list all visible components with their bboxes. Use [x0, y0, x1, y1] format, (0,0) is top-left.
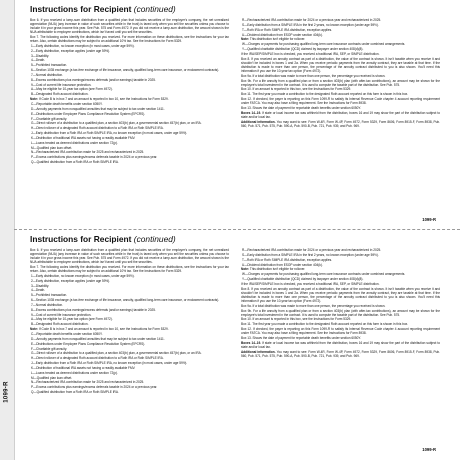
lead-in: Boxes 14–19.	[241, 340, 262, 345]
instruction-paragraph: R—Recharacterized IRA contribution made for 2024 or a previous year and recharacterized in 2025.	[242, 18, 382, 22]
instruction-columns	[30, 248, 440, 395]
instruction-paragraph: Note: If Code B is in box 7 and an amount is reported in box 10, see the Instructions for Form 5329.	[30, 97, 169, 102]
instruction-paragraph: U—Dividend distribution from ESOP under section 404(k).	[242, 262, 323, 267]
instruction-paragraph: Y—Qualified charitable distribution (QCD) claimed by taxpayer under section 408(d)(8).	[242, 47, 364, 52]
instructions-right-column	[241, 18, 440, 165]
instructions-right-column	[241, 248, 440, 395]
instruction-paragraph: 4—Death.	[31, 288, 46, 293]
instruction-paragraph: N—Recharacterized IRA contribution made for 2025 and recharacterized in 2025.	[31, 150, 145, 155]
perforation-line	[14, 229, 460, 230]
instructions-heading	[30, 234, 440, 245]
instruction-paragraph: K—Distribution of traditional IRA assets not having a readily available FMV.	[31, 135, 136, 140]
instruction-paragraph: 4—Death.	[31, 58, 46, 63]
heading-title: Instructions for Recipient	[30, 4, 132, 14]
instruction-paragraph: A—May be eligible for 10-year tax option (see Form 4972).	[31, 317, 113, 322]
instruction-paragraph: A—May be eligible for 10-year tax option (see Form 4972).	[31, 87, 113, 92]
instructions-left-column	[30, 248, 229, 395]
instruction-paragraph: 6—Section 1035 exchange (a tax-free exchange of life insurance, annuity, qualified long-term care insurance, or endowment contracts).	[31, 68, 220, 73]
instruction-paragraph: 1—Early distribution, no known exception (in most cases, under age 59½).	[31, 43, 135, 48]
instruction-paragraph: Box 11. The first year you made a contribution to the designated Roth account reported on this form is shown in this box.	[241, 322, 409, 327]
instruction-paragraph: Note: This distribution isn't eligible for rollover.	[241, 267, 306, 272]
instruction-paragraph: Box 12. If checked, the payer is reporting on this Form 1099-R to satisfy its Internal Revenue Code chapter 4 account reporting requirement under FATCA. You may also have a filing requirement. See the Instructions for Form 8938.	[241, 327, 440, 336]
instruction-paragraph: 2—Early distribution, exception applies (under age 59½).	[31, 278, 111, 283]
instruction-paragraph: 1—Early distribution, no known exception (in most cases, under age 59½).	[31, 273, 135, 278]
instruction-paragraph: P—Excess contributions plus earnings/excess deferrals taxable in 2024 or a previous year.	[31, 155, 158, 160]
instruction-paragraph: Q—Qualified distribution from a Roth IRA or Roth SIMPLE IRA.	[31, 390, 119, 395]
instruction-paragraph: If the IRA/SEP/SIMPLE box is checked, you received a traditional IRA, SEP, or SIMPLE distribution.	[241, 51, 380, 56]
lead-in: Additional information.	[241, 349, 276, 354]
instruction-paragraph: J—Early distribution from a Roth IRA or Roth SIMPLE IRA, no known exception (in most cases, under age 59½).	[31, 131, 188, 136]
instruction-paragraph: Q—Qualified distribution from a Roth IRA or Roth SIMPLE IRA.	[31, 160, 119, 165]
instruction-paragraph: Box 8. If you received an annuity contract as part of a distribution, the value of the contract is shown. It isn't taxable when you receive it and shouldn't be included in boxes 1 and 2a. When you receive periodic payments from the annuity contract, they are taxable at that time. If the distribution is made to more than one person, the percentage of the annuity contract distributed to you is also shown. You'll need this information if you use the 10-year tax option (Form 4972).	[241, 286, 440, 303]
instruction-paragraph: S—Early distribution from a SIMPLE IRA in the first 2 years, no known exception (under age 59½).	[242, 252, 379, 257]
instruction-paragraph: Box 9a. If a total distribution was made to more than one person, the percentage you received is shown.	[241, 73, 386, 78]
lead-in: Note:	[30, 327, 39, 332]
instruction-paragraph: Box 8. If you received an annuity contract as part of a distribution, the value of the contract is shown. It isn't taxable when you receive it and shouldn't be included in boxes 1 and 2a. When you receive periodic payments from the annuity contract, they are taxable at that time. If the distribution is made to more than one person, the percentage of the annuity contract distributed to you is also shown. You'll need this information if you use the 10-year tax option (Form 4972).	[241, 56, 440, 73]
instruction-paragraph: H—Direct rollover of a designated Roth account distribution to a Roth IRA or Roth SIMPLE IRA.	[31, 356, 164, 361]
side-form-code-text: 1099-R	[4, 381, 11, 403]
instruction-paragraph: 8—Excess contributions plus earnings/excess deferrals (and/or earnings) taxable in 2025.	[31, 77, 156, 82]
instruction-paragraph: 3—Disability.	[31, 53, 50, 58]
instruction-paragraph: 7—Normal distribution.	[31, 72, 63, 77]
instruction-paragraph: B—Designated Roth account distribution.	[31, 322, 89, 327]
instruction-paragraph: Boxes 14–19. If state or local income tax was withheld from the distribution, boxes 16 and 19 may show the part of the distribution subject to state and/or local tax.	[241, 110, 440, 119]
instruction-paragraph: M—Qualified plan loan offset.	[31, 375, 73, 380]
instruction-paragraph: K—Distribution of traditional IRA assets not having a readily available FMV.	[31, 365, 136, 370]
form-id-label: 1099-R	[422, 217, 436, 222]
instruction-paragraph: H—Direct rollover of a designated Roth account distribution to a Roth IRA or Roth SIMPLE IRA.	[31, 126, 164, 131]
instruction-paragraph: 3—Disability.	[31, 283, 50, 288]
lead-in: Additional information.	[241, 119, 276, 124]
instruction-columns	[30, 18, 440, 165]
instruction-paragraph: J—Early distribution from a Roth IRA or Roth SIMPLE IRA, no known exception (in most cases, under age 59½).	[31, 361, 188, 366]
side-form-code	[1, 372, 13, 412]
lead-in: Note:	[241, 37, 250, 42]
instruction-paragraph: T—Roth IRA or Roth SIMPLE IRA distribution, exception applies.	[242, 257, 333, 262]
lead-in: Note:	[30, 97, 39, 102]
instruction-paragraph: L—Loans treated as deemed distributions under section 72(p).	[31, 140, 118, 145]
instruction-paragraph: 2—Early distribution, exception applies (under age 59½).	[31, 48, 111, 53]
instruction-paragraph: W—Charges or payments for purchasing qualified long-term care insurance contracts under combined arrangements.	[242, 272, 406, 277]
instruction-paragraph: 9—Cost of current life insurance protection.	[31, 312, 92, 317]
instruction-paragraph: 9—Cost of current life insurance protection.	[31, 82, 92, 87]
instruction-paragraph: Y—Qualified charitable distribution (QCD) claimed by taxpayer under section 408(d)(8).	[242, 277, 364, 282]
instruction-paragraph: 8—Excess contributions plus earnings/excess deferrals (and/or earnings) taxable in 2025.	[31, 307, 156, 312]
instruction-paragraph: Additional information. You may want to see: Form W-4R, Form W-4P, Form 4972, Form 5329, Form 8606, Form 8915-F, Form 8938, Pub. 560, Pub. 571, Pub. 575, Pub. 590-A, Pub. 590-B, Pub. 721, Pub. 939, and Pub. 969.	[241, 119, 440, 128]
instruction-paragraph: W—Charges or payments for purchasing qualified long-term care insurance contracts under combined arrangements.	[242, 42, 406, 47]
instruction-paragraph: G—Direct rollover of a distribution to a qualified plan, a section 403(b) plan, a governmental section 457(b) plan, or an IRA.	[31, 351, 202, 356]
instruction-paragraph: Box 12. If checked, the payer is reporting on this Form 1099-R to satisfy its Internal Revenue Code chapter 4 account reporting requirement under FATCA. You may also have a filing requirement. See the Instructions for Form 8938.	[241, 97, 440, 106]
instruction-paragraph: Box 6. If you received a lump-sum distribution from a qualified plan that includes securities of the employer's company, the net unrealized appreciation (NUA) (any increase in value of such securities while in the trust) is taxed only when you sell the securities unless you choose to include it in your gross income this year. See Pub. 575 and Form 4972. If you did not receive a lump-sum distribution, the amount shown is the NUA attributable to employee contributions, which isn't taxed until you sell the securities.	[30, 18, 229, 35]
instruction-paragraph: L—Loans treated as deemed distributions under section 72(p).	[31, 370, 118, 375]
instruction-paragraph: If the IRA/SEP/SIMPLE box is checked, you received a traditional IRA, SEP, or SIMPLE distribution.	[241, 281, 380, 286]
lead-in: Note:	[241, 267, 250, 272]
instruction-paragraph: Box 11. The first year you made a contribution to the designated Roth account reported on this form is shown in this box.	[241, 92, 409, 97]
instruction-paragraph: 5—Prohibited transaction.	[31, 293, 68, 298]
instruction-paragraph: Note: This distribution isn't eligible for rollover.	[241, 37, 306, 42]
instruction-paragraph: F—Charitable gift annuity.	[31, 116, 68, 121]
instruction-paragraph: Box 13. Shows the date of payment for reportable death benefits under section 6050Y.	[241, 106, 361, 111]
instruction-paragraph: Box 6. If you received a lump-sum distribution from a qualified plan that includes securities of the employer's company, the net unrealized appreciation (NUA) (any increase in value of such securities while in the trust) is taxed only when you sell the securities unless you choose to include it in your gross income this year. See Pub. 575 and Form 4972. If you did not receive a lump-sum distribution, the amount shown is the NUA attributable to employee contributions, which isn't taxed until you sell the securities.	[30, 248, 229, 265]
instruction-paragraph: U—Dividend distribution from ESOP under section 404(k).	[242, 32, 323, 37]
instructions-left-column	[30, 18, 229, 165]
instruction-paragraph: D—Annuity payments from nonqualified annuities that may be subject to tax under section 1411.	[31, 336, 165, 341]
form-id-label: 1099-R	[422, 447, 436, 452]
instruction-paragraph: M—Qualified plan loan offset.	[31, 145, 73, 150]
instruction-paragraph: 7—Normal distribution.	[31, 302, 63, 307]
instruction-paragraph: G—Direct rollover of a distribution to a qualified plan, a section 403(b) plan, a governmental section 457(b) plan, or an IRA.	[31, 121, 202, 126]
instruction-paragraph: C—Reportable death benefits under section 6050Y.	[31, 102, 103, 106]
instruction-paragraph: Box 10. If an amount is reported in this box, see the Instructions for Form 5329.	[241, 317, 352, 322]
left-margin-strip	[0, 0, 15, 460]
heading-continued: (continued)	[133, 4, 176, 14]
heading-title: Instructions for Recipient	[30, 234, 132, 244]
instruction-paragraph: P—Excess contributions plus earnings/excess deferrals taxable in 2024 or a previous year.	[31, 385, 158, 390]
heading-continued: (continued)	[133, 234, 176, 244]
instruction-paragraph: 5—Prohibited transaction.	[31, 63, 68, 68]
instruction-paragraph: C—Reportable death benefits under section 6050Y.	[31, 332, 103, 336]
instruction-paragraph: Boxes 14–19. If state or local income tax was withheld from the distribution, boxes 16 and 19 may show the part of the distribution subject to state and/or local tax.	[241, 340, 440, 349]
instruction-paragraph: Box 9b. For a life annuity from a qualified plan or from a section 403(b) plan (with after-tax contributions), an amount may be shown for the employee's total investment in the contract. It is used to compute the taxable part of the distribution. See Pub. 575.	[241, 308, 440, 317]
instruction-paragraph: 6—Section 1035 exchange (a tax-free exchange of life insurance, annuity, qualified long-term care insurance, or endowment contracts).	[31, 298, 220, 303]
instruction-paragraph: B—Designated Roth account distribution.	[31, 92, 89, 97]
instruction-paragraph: N—Recharacterized IRA contribution made for 2025 and recharacterized in 2025.	[31, 380, 145, 385]
instruction-paragraph: S—Early distribution from a SIMPLE IRA in the first 2 years, no known exception (under age 59½).	[242, 22, 379, 27]
instructions-heading	[30, 4, 440, 15]
instruction-paragraph: T—Roth IRA or Roth SIMPLE IRA distribution, exception applies.	[242, 27, 333, 32]
instruction-paragraph: Box 7. The following codes identify the distribution you received. For more information on these distributions, see the instructions for your tax return. Also, certain distributions may be subject to an additional 10% tax. See the Instructions for Form 5329.	[30, 264, 229, 274]
instruction-paragraph: Box 13. Shows the date of payment for reportable death benefits under section 6050Y.	[241, 336, 361, 341]
instruction-paragraph: F—Charitable gift annuity.	[31, 346, 68, 351]
instruction-paragraph: R—Recharacterized IRA contribution made for 2024 or a previous year and recharacterized in 2025.	[242, 248, 382, 252]
instruction-paragraph: E—Distributions under Employee Plans Compliance Resolution System (EPCRS).	[31, 341, 146, 346]
instruction-paragraph: D—Annuity payments from nonqualified annuities that may be subject to tax under section 1411.	[31, 106, 165, 111]
instruction-paragraph: Additional information. You may want to see: Form W-4R, Form W-4P, Form 4972, Form 5329, Form 8606, Form 8915-F, Form 8938, Pub. 560, Pub. 571, Pub. 575, Pub. 590-A, Pub. 590-B, Pub. 721, Pub. 939, and Pub. 969.	[241, 349, 440, 358]
lead-in: Boxes 14–19.	[241, 110, 262, 115]
instructions-copy-bottom	[30, 234, 440, 454]
instruction-paragraph: Note: If Code B is in box 7 and an amount is reported in box 10, see the Instructions for Form 5329.	[30, 327, 169, 332]
instruction-paragraph: Box 9b. For a life annuity from a qualified plan or from a section 403(b) plan (with after-tax contributions), an amount may be shown for the employee's total investment in the contract. It is used to compute the taxable part of the distribution. See Pub. 575.	[241, 78, 440, 87]
instructions-copy-top	[30, 4, 440, 224]
instruction-paragraph: E—Distributions under Employee Plans Compliance Resolution System (EPCRS).	[31, 111, 146, 116]
instruction-paragraph: Box 9a. If a total distribution was made to more than one person, the percentage you received is shown.	[241, 303, 386, 308]
instruction-paragraph: Box 7. The following codes identify the distribution you received. For more information on these distributions, see the instructions for your tax return. Also, certain distributions may be subject to an additional 10% tax. See the Instructions for Form 5329.	[30, 34, 229, 44]
instruction-paragraph: Box 10. If an amount is reported in this box, see the Instructions for Form 5329.	[241, 87, 352, 92]
